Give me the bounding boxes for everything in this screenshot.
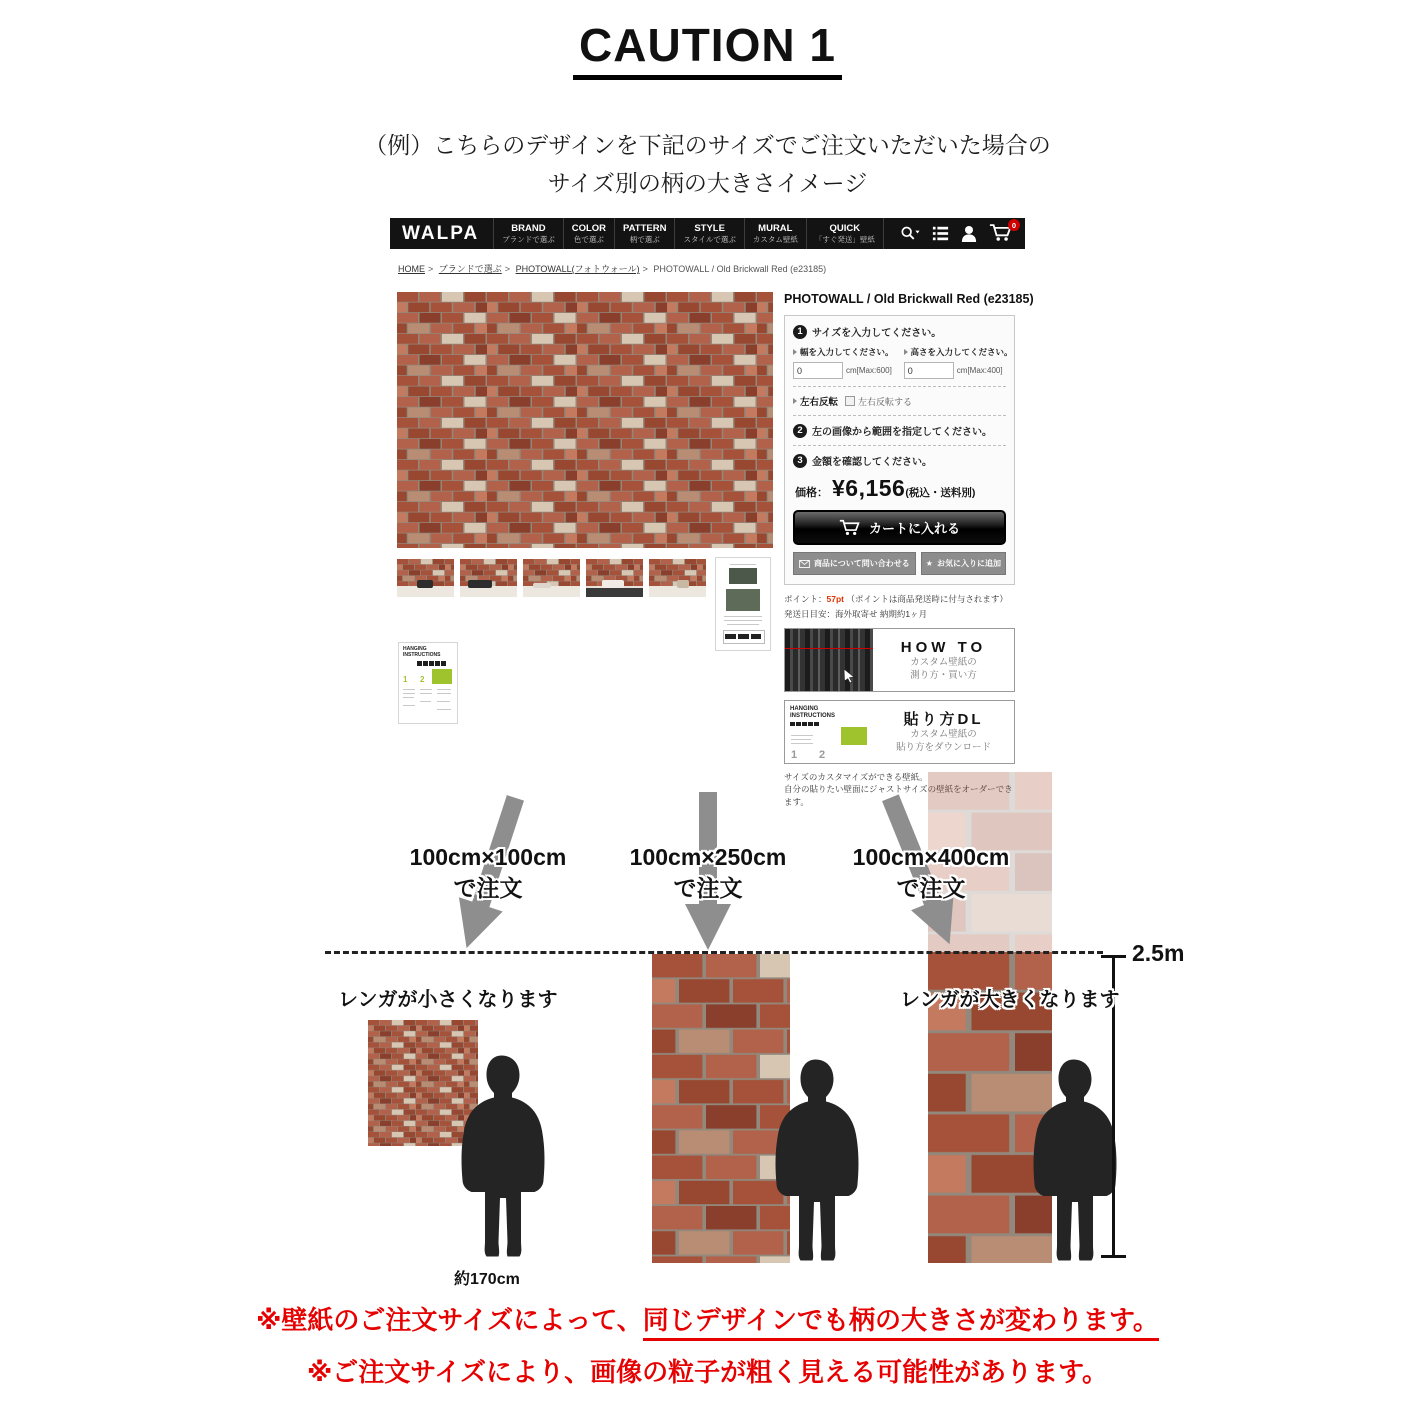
secondary-buttons (793, 552, 1006, 575)
points-note: （ポイントは商品発送時に付与されます） (846, 594, 1008, 604)
step2-label: 左の画像から範囲を指定してください。 (812, 427, 992, 438)
divider (793, 386, 1006, 387)
room-thumbnail-1[interactable] (397, 559, 454, 597)
breadcrumb-separator: > (642, 264, 648, 274)
nav-label: PATTERN (623, 222, 667, 234)
nav-label: COLOR (571, 222, 607, 234)
green-grid (841, 727, 867, 745)
width-label-wrap (793, 346, 894, 358)
width-label: 幅を入力してください。 (800, 347, 894, 357)
step2-number: 2 (793, 424, 807, 438)
hanging-step2-number: 2 (819, 749, 826, 761)
hanging-dl-banner[interactable] (784, 700, 1015, 764)
height-input[interactable] (904, 362, 954, 379)
header-icons (900, 220, 1025, 244)
page-title-wrap (0, 18, 1415, 80)
walpa-logo[interactable]: WALPA (402, 222, 480, 244)
nav-label: QUICK (829, 222, 861, 234)
room-thumbnail-4[interactable] (586, 559, 643, 597)
caution-1-plain: ※壁紙のご注文サイズによって、 (256, 1305, 643, 1335)
walpa-site-screenshot (390, 218, 1034, 807)
arrow-bullet-icon (793, 349, 797, 355)
order-size: 100cm×250cm (629, 844, 787, 870)
howto-line1: カスタム壁紙の (910, 657, 977, 669)
measure-cap-top (1101, 955, 1126, 958)
price-amount: ¥6,156 (832, 475, 906, 501)
cart-button[interactable] (989, 220, 1017, 244)
step2-header (793, 423, 1006, 438)
points-label: ポイント： (784, 594, 827, 604)
room-thumbnail-2[interactable] (460, 559, 517, 597)
cursor-icon (843, 669, 855, 683)
nav-label: STYLE (694, 222, 725, 234)
add-to-cart-label: カートに入れる (868, 521, 960, 536)
height-unit: cm[Max:400] (956, 366, 1003, 375)
subtitle-line-1: （例）こちらのデザインを下記のサイズでご注文いただいた場合の (364, 132, 1051, 158)
hanging-doc-header (403, 647, 441, 659)
hanging-title: HANGING (790, 706, 819, 712)
forest-image (785, 629, 873, 691)
nav-item-pattern[interactable] (614, 218, 674, 249)
caution-1-underlined: 同じデザインでも柄の大きさが変わります。 (643, 1305, 1159, 1341)
nav-item-color[interactable] (563, 218, 614, 249)
account-icon[interactable] (961, 225, 977, 242)
nav-sublabel: 色で選ぶ (573, 234, 604, 244)
caution-line-1 (0, 1300, 1415, 1337)
hanging-subtitle: INSTRUCTIONS (403, 651, 441, 658)
size-labels-row (793, 346, 1013, 358)
flip-label: 左右反転 (800, 397, 839, 408)
nav-sublabel: スタイルで選ぶ (683, 234, 736, 244)
person-silhouette-3 (1000, 1056, 1150, 1267)
shipping-line: 発送日目安：海外取寄せ 納期約1ヶ月 (784, 609, 928, 619)
howto-line2: 測り方・買い方 (910, 669, 977, 681)
points-value: 57pt (826, 594, 844, 604)
step-squares (790, 722, 835, 727)
width-input[interactable] (793, 362, 843, 379)
order-suffix: で注文 (453, 875, 523, 902)
breadcrumb (398, 262, 826, 275)
person-silhouette-2 (742, 1056, 892, 1267)
description-line1: サイズのカスタマイズができる壁紙。 (784, 772, 928, 782)
dl-title: 貼り方DL (903, 710, 984, 728)
nav-sublabel: 柄で選ぶ (629, 234, 660, 244)
howto-thumbnail (785, 629, 873, 691)
nav-item-mural[interactable] (744, 218, 806, 249)
order-label-100 (390, 842, 586, 904)
order-form (784, 315, 1015, 585)
nav-sublabel: ブランドで選ぶ (502, 234, 555, 244)
hanging-instructions-thumbnail[interactable] (398, 642, 458, 724)
nav-sublabel: 「すぐ発送」壁紙 (814, 234, 875, 244)
dl-line2: 貼り方をダウンロード (895, 741, 991, 753)
hanging-title: HANGING (403, 646, 427, 652)
price-label: 価格： (795, 487, 828, 499)
list-icon[interactable] (932, 225, 949, 242)
room-thumbnail-3[interactable] (523, 559, 580, 597)
description-line2: 自分の貼りたい壁面にジャストサイズの壁紙をオーダーできます。 (784, 784, 1013, 807)
step3-number: 3 (793, 454, 807, 468)
note-bricks-larger: レンガが大きくなります (900, 989, 1120, 1011)
red-line (785, 648, 873, 649)
hanging-step1-number: 1 (791, 749, 798, 761)
thumbnail-row (397, 559, 706, 597)
height-label-wrap (904, 346, 1013, 358)
nav-label: MURAL (758, 222, 793, 234)
caution-line-2: ※ご注文サイズにより、画像の粒子が粗く見える可能性があります。 (306, 1357, 1109, 1387)
flip-row (793, 394, 1006, 408)
note-bricks-smaller: レンガが小さくなります (338, 989, 558, 1011)
envelope-icon (799, 560, 810, 568)
favorite-label: お気に入りに追加 (936, 559, 1001, 568)
flip-checkbox[interactable] (845, 396, 855, 406)
nav-item-style[interactable] (674, 218, 743, 249)
divider (793, 445, 1006, 446)
howto-title: HOW TO (900, 638, 987, 656)
measure-cap-bottom (1101, 1255, 1126, 1258)
step3-header (793, 453, 1006, 468)
howto-banner[interactable] (784, 628, 1015, 692)
site-header (390, 218, 1025, 249)
arrow-bullet-icon (904, 349, 908, 355)
product-panel (784, 292, 1034, 808)
price-row (795, 475, 1006, 502)
step-squares (417, 661, 446, 666)
arrow-bullet-icon (793, 398, 797, 404)
breadcrumb-separator: > (428, 264, 434, 274)
width-unit: cm[Max:600] (846, 366, 892, 375)
green-grid (432, 669, 452, 684)
step3-label: 金額を確認してください。 (812, 457, 932, 468)
nav-item-brand[interactable] (493, 218, 563, 249)
ceiling-dashed-line (325, 951, 1103, 954)
star-icon: ★ (925, 559, 933, 568)
order-size: 100cm×400cm (852, 844, 1010, 870)
size-inputs-row (793, 362, 1006, 379)
nav-label: BRAND (511, 222, 546, 234)
cart-icon (839, 519, 861, 536)
cart-count-badge: 0 (1008, 219, 1020, 231)
contact-button[interactable] (793, 552, 916, 575)
nav-item-quick[interactable] (806, 218, 884, 249)
page-title: CAUTION 1 (573, 18, 842, 80)
breadcrumb-photowall[interactable]: PHOTOWALL(フォトウォール) (515, 264, 640, 274)
hanging-subtitle: INSTRUCTIONS (790, 712, 835, 719)
person-height-label: 約170cm (454, 1271, 520, 1288)
contact-label: 商品について問い合わせる (813, 559, 910, 568)
step1-header (793, 324, 1006, 339)
doc-step2-number: 2 (420, 675, 425, 684)
room-thumbnail-5[interactable] (649, 559, 706, 597)
price-note: (税込・送料別) (905, 487, 976, 499)
flip-checkbox-label: 左右反転する (858, 396, 913, 407)
product-title: PHOTOWALL / Old Brickwall Red (e23185) (784, 292, 1034, 306)
nav-sublabel: カスタム壁紙 (752, 234, 798, 244)
dl-line1: カスタム壁紙の (910, 729, 977, 741)
hanging-sheet-header (790, 706, 835, 726)
breadcrumb-separator: > (504, 264, 511, 274)
product-image-brick-wall[interactable] (397, 292, 773, 548)
breadcrumb-brand[interactable]: ブランドで選ぶ (438, 264, 502, 274)
person-silhouette-1 (428, 1052, 578, 1263)
step1-label: サイズを入力してください。 (812, 328, 942, 339)
doc-step1-number: 1 (403, 675, 408, 684)
add-to-cart-button[interactable] (793, 510, 1006, 545)
ceiling-height-label: 2.5m (1132, 940, 1185, 966)
divider (793, 415, 1006, 416)
order-label-250 (610, 842, 806, 904)
breadcrumb-current: PHOTOWALL / Old Brickwall Red (e23185) (653, 264, 827, 274)
height-label: 高さを入力してください。 (910, 347, 1013, 357)
points-line (784, 593, 1015, 605)
main-nav (493, 218, 884, 249)
hanging-thumbnail (785, 701, 873, 763)
favorite-button[interactable] (921, 552, 1006, 575)
order-label-400 (833, 842, 1029, 904)
howto-text (873, 629, 1014, 691)
order-suffix: で注文 (673, 875, 743, 902)
breadcrumb-home[interactable]: HOME (398, 264, 425, 274)
subtitle-line-2: サイズ別の柄の大きさイメージ (547, 170, 868, 196)
order-suffix: で注文 (896, 875, 966, 902)
info-sheet-thumbnail[interactable] (715, 557, 771, 651)
step1-number: 1 (793, 325, 807, 339)
search-icon[interactable] (900, 225, 920, 242)
dl-text (873, 701, 1014, 763)
order-size: 100cm×100cm (409, 844, 567, 870)
